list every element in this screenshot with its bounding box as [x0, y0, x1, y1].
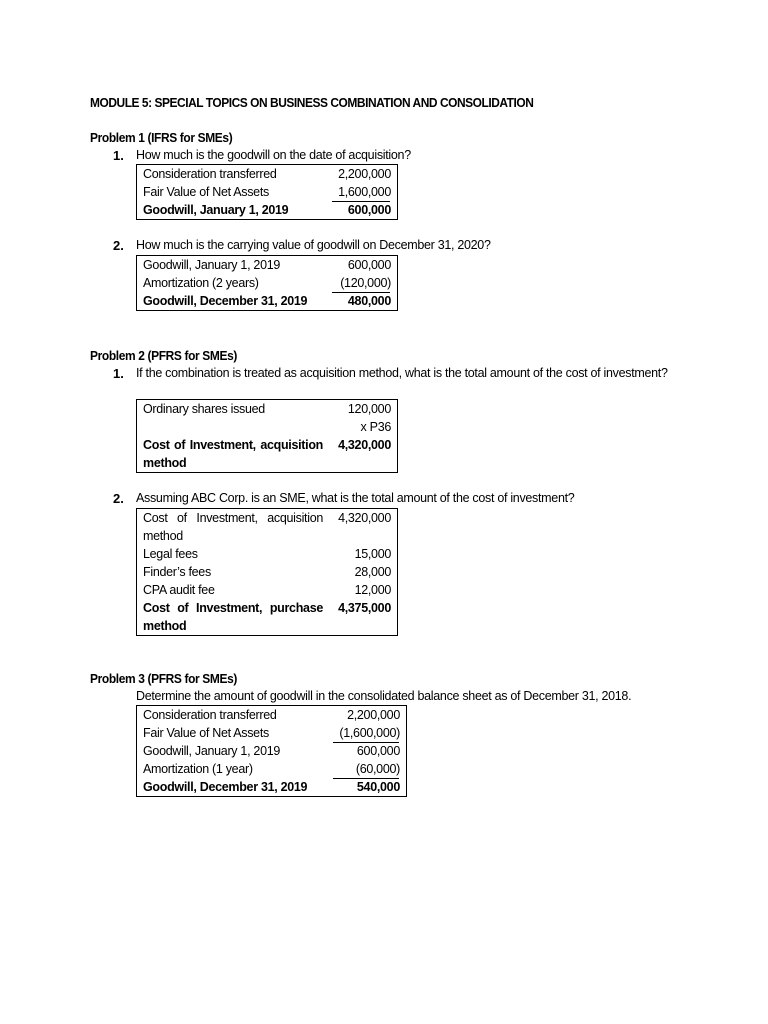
- row-value: (1,600,000): [339, 726, 400, 740]
- subtotal-rule: [333, 742, 399, 743]
- table-row: [137, 742, 406, 760]
- p1-q1-number: 1.: [113, 148, 124, 163]
- subtotal-rule: [333, 778, 399, 779]
- row-value: 4,320,000: [338, 438, 391, 452]
- row-label: Ordinary shares issued: [143, 402, 265, 416]
- row-label: Fair Value of Net Assets: [143, 185, 269, 199]
- p1-q1-text: How much is the goodwill on the date of acquisition?: [136, 148, 411, 162]
- p1-q2-number: 2.: [113, 238, 124, 253]
- table-row: [137, 274, 397, 292]
- p2-q2-table: [136, 508, 398, 636]
- row-value: 12,000: [354, 583, 391, 597]
- row-label: Amortization (2 years): [143, 276, 259, 290]
- table-row: [137, 256, 397, 274]
- row-value: x P36: [360, 420, 391, 434]
- row-label: Goodwill, January 1, 2019: [143, 258, 281, 272]
- table-row: [137, 165, 397, 183]
- row-value: 480,000: [347, 294, 391, 308]
- row-label: Cost of Investment, purchase method: [143, 601, 323, 633]
- p2-q1-text: If the combination is treated as acquisition method, what is the total amount of the cost of investment?: [136, 366, 668, 380]
- p2-q1-number: 1.: [113, 366, 124, 381]
- table-row: [137, 760, 406, 778]
- problem-2-heading: Problem 2 (PFRS for SMEs): [90, 348, 237, 363]
- p3-table: [136, 705, 407, 797]
- p1-q1-table: [136, 164, 398, 220]
- table-total-row: [137, 599, 397, 635]
- p3-text: Determine the amount of goodwill in the consolidated balance sheet as of December 31, 2018.: [136, 689, 632, 703]
- row-label: Cost of Investment, acquisition method: [143, 511, 323, 543]
- row-value: 120,000: [347, 402, 391, 416]
- module-title: MODULE 5: SPECIAL TOPICS ON BUSINESS COMBINATION AND CONSOLIDATION: [90, 95, 534, 110]
- table-row: [137, 545, 397, 563]
- table-row: [137, 563, 397, 581]
- table-row: [137, 724, 406, 742]
- subtotal-rule: [332, 201, 390, 202]
- row-label: Amortization (1 year): [143, 762, 253, 776]
- row-label: Fair Value of Net Assets: [143, 726, 269, 740]
- problem-1-heading: Problem 1 (IFRS for SMEs): [90, 130, 233, 145]
- row-label: Goodwill, December 31, 2019: [143, 780, 308, 794]
- row-value: 4,320,000: [338, 511, 391, 525]
- table-row: [137, 581, 397, 599]
- row-value: 540,000: [356, 780, 400, 794]
- p1-q2-text: How much is the carrying value of goodwill on December 31, 2020?: [136, 238, 491, 252]
- table-total-row: [137, 778, 406, 796]
- row-label: CPA audit fee: [143, 583, 215, 597]
- table-row: [137, 509, 397, 545]
- row-label: Cost of Investment, acquisition method: [143, 438, 323, 470]
- subtotal-rule: [332, 292, 390, 293]
- row-label: Consideration transferred: [143, 708, 277, 722]
- row-label: Legal fees: [143, 547, 198, 561]
- table-row: [137, 418, 397, 436]
- table-row: [137, 183, 397, 201]
- problem-3-heading: Problem 3 (PFRS for SMEs): [90, 671, 237, 686]
- row-value: (60,000): [355, 762, 400, 776]
- row-label: Goodwill, January 1, 2019: [143, 744, 281, 758]
- row-value: 2,200,000: [338, 167, 391, 181]
- row-value: 600,000: [347, 258, 391, 272]
- table-total-row: [137, 201, 397, 219]
- row-value: 4,375,000: [338, 601, 391, 615]
- row-label: Consideration transferred: [143, 167, 277, 181]
- row-value: 1,600,000: [338, 185, 391, 199]
- row-value: 600,000: [356, 744, 400, 758]
- p2-q1-table: [136, 399, 398, 473]
- table-total-row: [137, 292, 397, 310]
- table-row: [137, 400, 397, 418]
- row-value: (120,000): [340, 276, 391, 290]
- p2-q2-text: Assuming ABC Corp. is an SME, what is the total amount of the cost of investment?: [136, 491, 575, 505]
- table-row: [137, 706, 406, 724]
- row-value: 15,000: [354, 547, 391, 561]
- table-total-row: [137, 436, 397, 472]
- row-label: Goodwill, January 1, 2019: [143, 203, 289, 217]
- p2-q2-number: 2.: [113, 491, 124, 506]
- row-label: Goodwill, December 31, 2019: [143, 294, 308, 308]
- p1-q2-table: [136, 255, 398, 311]
- row-value: 28,000: [354, 565, 391, 579]
- row-label: Finder’s fees: [143, 565, 211, 579]
- row-value: 600,000: [347, 203, 391, 217]
- row-value: 2,200,000: [347, 708, 400, 722]
